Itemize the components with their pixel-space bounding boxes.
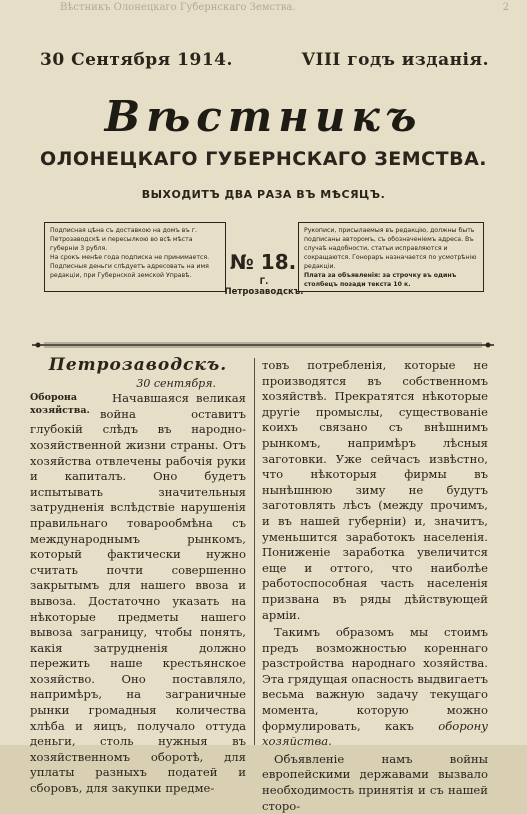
article-column-right bbox=[262, 358, 488, 814]
issue-date: 30 Сентября 1914. bbox=[40, 50, 233, 70]
column-divider bbox=[254, 358, 255, 745]
subscription-info-box bbox=[44, 222, 226, 292]
article-paragraph-3 bbox=[262, 625, 488, 750]
editorial-info-box bbox=[298, 222, 484, 292]
article-paragraph-3-emphasis: оборону хозяйства. bbox=[262, 718, 488, 749]
article-date: 30 сентября. bbox=[136, 376, 216, 390]
issue-number: № 18. bbox=[229, 250, 297, 274]
ornamental-divider bbox=[32, 342, 494, 348]
subscription-price: Подписная цѣна съ доставкою на домъ въ г. Петрозаводскѣ и пересылкою во всѣ мѣста губерніи 3 рубля. bbox=[50, 227, 197, 252]
article-title: Петрозаводскъ. bbox=[48, 355, 228, 375]
subscription-term: На срокъ менѣе года подписка не принимается. bbox=[50, 253, 210, 261]
article-paragraph-4: Объявленіе намъ войны европейскими державами вызвало необходимость принятія и съ нашей сторо- bbox=[262, 751, 488, 813]
publication-frequency: ВЫХОДИТЪ ДВА РАЗА ВЪ МѢСЯЦЪ. bbox=[141, 188, 386, 201]
masthead-subtitle: ОЛОНЕЦКАГО ГУБЕРНСКАГО ЗЕМСТВА. bbox=[40, 148, 487, 170]
manuscript-rules: Рукописи, присылаемыя въ редакцію, должны быть подписаны авторомъ, съ обозначеніемъ адреса. Въ случаѣ надобности, статьи исправляются и сокращаются. Гонораръ назначается по усмотрѣнію редакціи. bbox=[304, 227, 477, 270]
article-paragraph-1: Начавшаяся великая война оставитъ глубокій слѣдъ въ народно-хозяйственной жизни страны. Отъ хозяйства отвлечены рабочія руки и капиталъ. Оно будетъ испытывать значительныя затрудненія вслѣдствіе нарушенія правильнаго товарообмѣна съ международнымъ рынкомъ, который фактически нужно считать почти совершенно закрытымъ для нашего ввоза и вывоза. Достаточно указать на нѣкоторые предметы нашего вывоза заграницу, чтобы понять, какія затрудненія должно пережить наше крестьянское хозяйство. Оно поставляло, напримѣръ, на заграничные рынки громадныя количества хлѣба и яицъ, получало оттуда деньги, столь нужныя въ хозяйственномъ оборотѣ, для уплаты разныхъ податей и сборовъ, для закупки предме- bbox=[30, 391, 246, 796]
article-paragraph-2: товъ потребленія, которые не производятся въ собственномъ хозяйствѣ. Прекратятся нѣкоторые другіе промыслы, существованіе коихъ связано съ внѣшнимъ рынкомъ, напримѣръ лѣсныя заготовки. Уже сейчасъ извѣстно, что нѣкоторыя фирмы въ нынѣшнюю зиму не будутъ заготовлять лѣсъ (между прочимъ, и въ нашей губерніи) и, значитъ, уменьшится заработокъ населенія. Пониженіе заработка увеличится еще и оттого, что наиболѣе работоспособная часть населенія призвана въ ряды дѣйствующей арміи. bbox=[262, 358, 488, 622]
city-name: Г. Петрозаводскъ. bbox=[224, 277, 304, 297]
dateline bbox=[40, 50, 489, 70]
masthead-title: Вѣстникъ bbox=[104, 92, 423, 141]
article-side-heading: Оборона хозяйства. bbox=[30, 392, 90, 417]
article-paragraph-3-text: Такимъ образомъ мы стоимъ предъ возможностью кореннаго разстройства народнаго хозяйства. Эта грядущая опасность выдвигаетъ весьма важную задачу текущаго момента, которую можно формулировать, какъ bbox=[262, 625, 488, 733]
article-column-left bbox=[30, 355, 246, 797]
bleed-through-text bbox=[0, 2, 527, 16]
subscription-address: Подписныя деньги слѣдуетъ адресовать на имя редакціи, при Губернской земской Управѣ. bbox=[50, 262, 209, 279]
bleed-left: Вѣстникъ Олонецкаго Губернскаго Земства. bbox=[60, 2, 296, 13]
bleed-right: 2 bbox=[502, 2, 509, 13]
advertising-rates: Плата за объявленія: за строчку въ одинъ столбецъ позади текста 10 к. bbox=[304, 271, 457, 288]
publication-year: VIII годъ изданія. bbox=[301, 50, 489, 70]
